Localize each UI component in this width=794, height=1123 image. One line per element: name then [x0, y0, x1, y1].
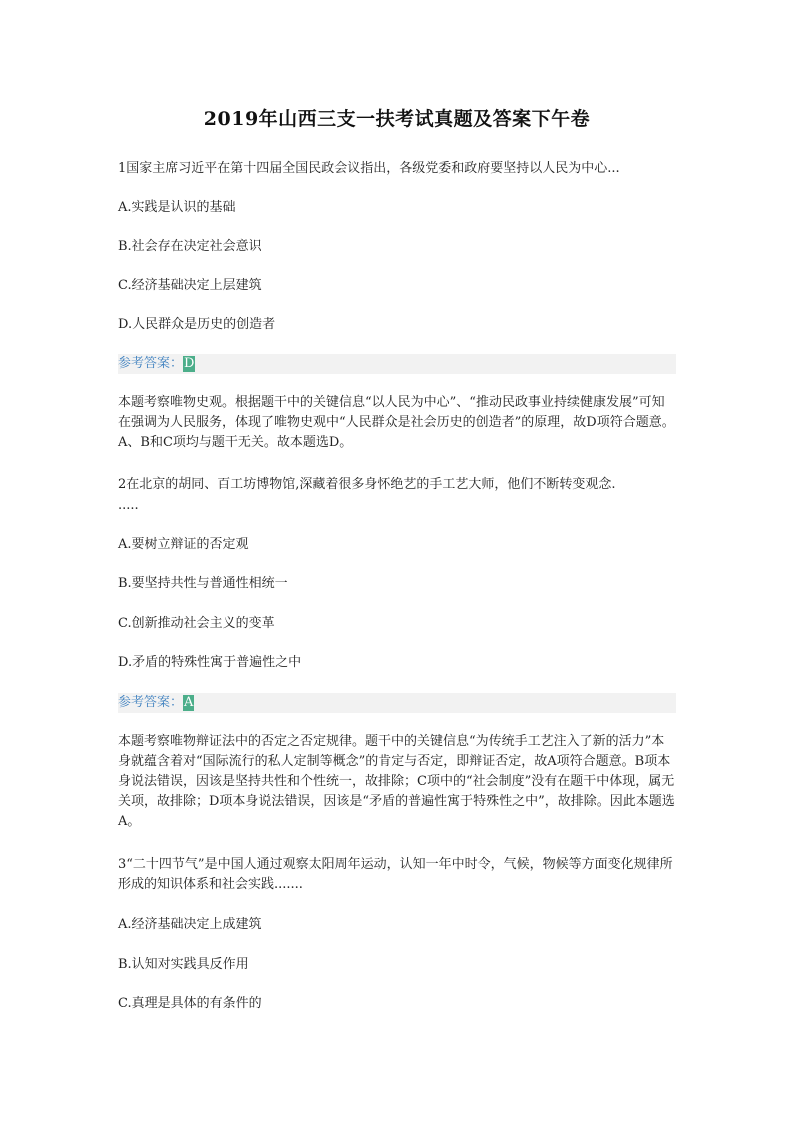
- question-2-stem: 2在北京的胡同、百工坊博物馆,深藏着很多身怀绝艺的手工艺大师，他们不断转变观念.: [118, 477, 616, 492]
- answer-label: 参考答案：: [118, 356, 184, 371]
- question-2-option-c: C.创新推动社会主义的变革: [118, 616, 275, 631]
- question-3-option-c: C.真理是具体的有条件的: [118, 996, 262, 1011]
- question-1-explanation: 本题考察唯物史观。根据题干中的关键信息“以人民为中心”、“推动民政事业持续健康发展”可知在强调为人民服务，体现了唯物史观中“人民群众是社会历史的创造者”的原理，故D项符合题意。A、B和C项均与题干无关。故本题选D。: [118, 395, 675, 450]
- question-3-option-b: B.认知对实践具反作用: [118, 957, 249, 972]
- question-2-option-b: B.要坚持共性与普通性相统一: [118, 576, 288, 591]
- page-title: 2019年山西三支一扶考试真题及答案下午卷: [203, 108, 591, 130]
- question-3-option-a: A.经济基础决定上成建筑: [118, 917, 262, 932]
- question-1-option-d: D.人民群众是历史的创造者: [118, 317, 276, 332]
- answer-value: D: [184, 356, 195, 371]
- question-2-stem-continued: .....: [118, 498, 139, 513]
- question-1-stem: 1国家主席习近平在第十四届全国民政会议指出，各级党委和政府要坚持以人民为中心...: [118, 161, 620, 176]
- question-2-answer-bar: [118, 693, 676, 713]
- question-2-option-a: A.要树立辩证的否定观: [118, 537, 249, 552]
- answer-label: 参考答案：: [118, 695, 184, 710]
- question-1-option-a: A.实践是认识的基础: [118, 200, 236, 215]
- question-3-stem: 3“二十四节气”是中国人通过观察太阳周年运动，认知一年中时令，气候，物候等方面变化规律所形成的知识体系和社会实践.......: [118, 857, 673, 892]
- answer-value: A: [184, 695, 194, 710]
- question-2-explanation: 本题考察唯物辩证法中的否定之否定规律。题干中的关键信息“为传统手工艺注入了新的活力”本身就蕴含着对“国际流行的私人定制等概念”的肯定与否定，即辩证否定，故A项符合题意。B项本身说法错误，因该是坚持共性和个性统一，故排除；C项中的“社会制度”没有在题干中体现，属无关项，故排除；D项本身说法错误，因该是“矛盾的普遍性寓于特殊性之中”，故排除。因此本题选A。: [118, 734, 675, 829]
- question-1-answer-bar: [118, 354, 676, 374]
- question-2-option-d: D.矛盾的特殊性寓于普遍性之中: [118, 655, 302, 670]
- question-1-option-b: B.社会存在决定社会意识: [118, 239, 262, 254]
- question-1-option-c: C.经济基础决定上层建筑: [118, 278, 262, 293]
